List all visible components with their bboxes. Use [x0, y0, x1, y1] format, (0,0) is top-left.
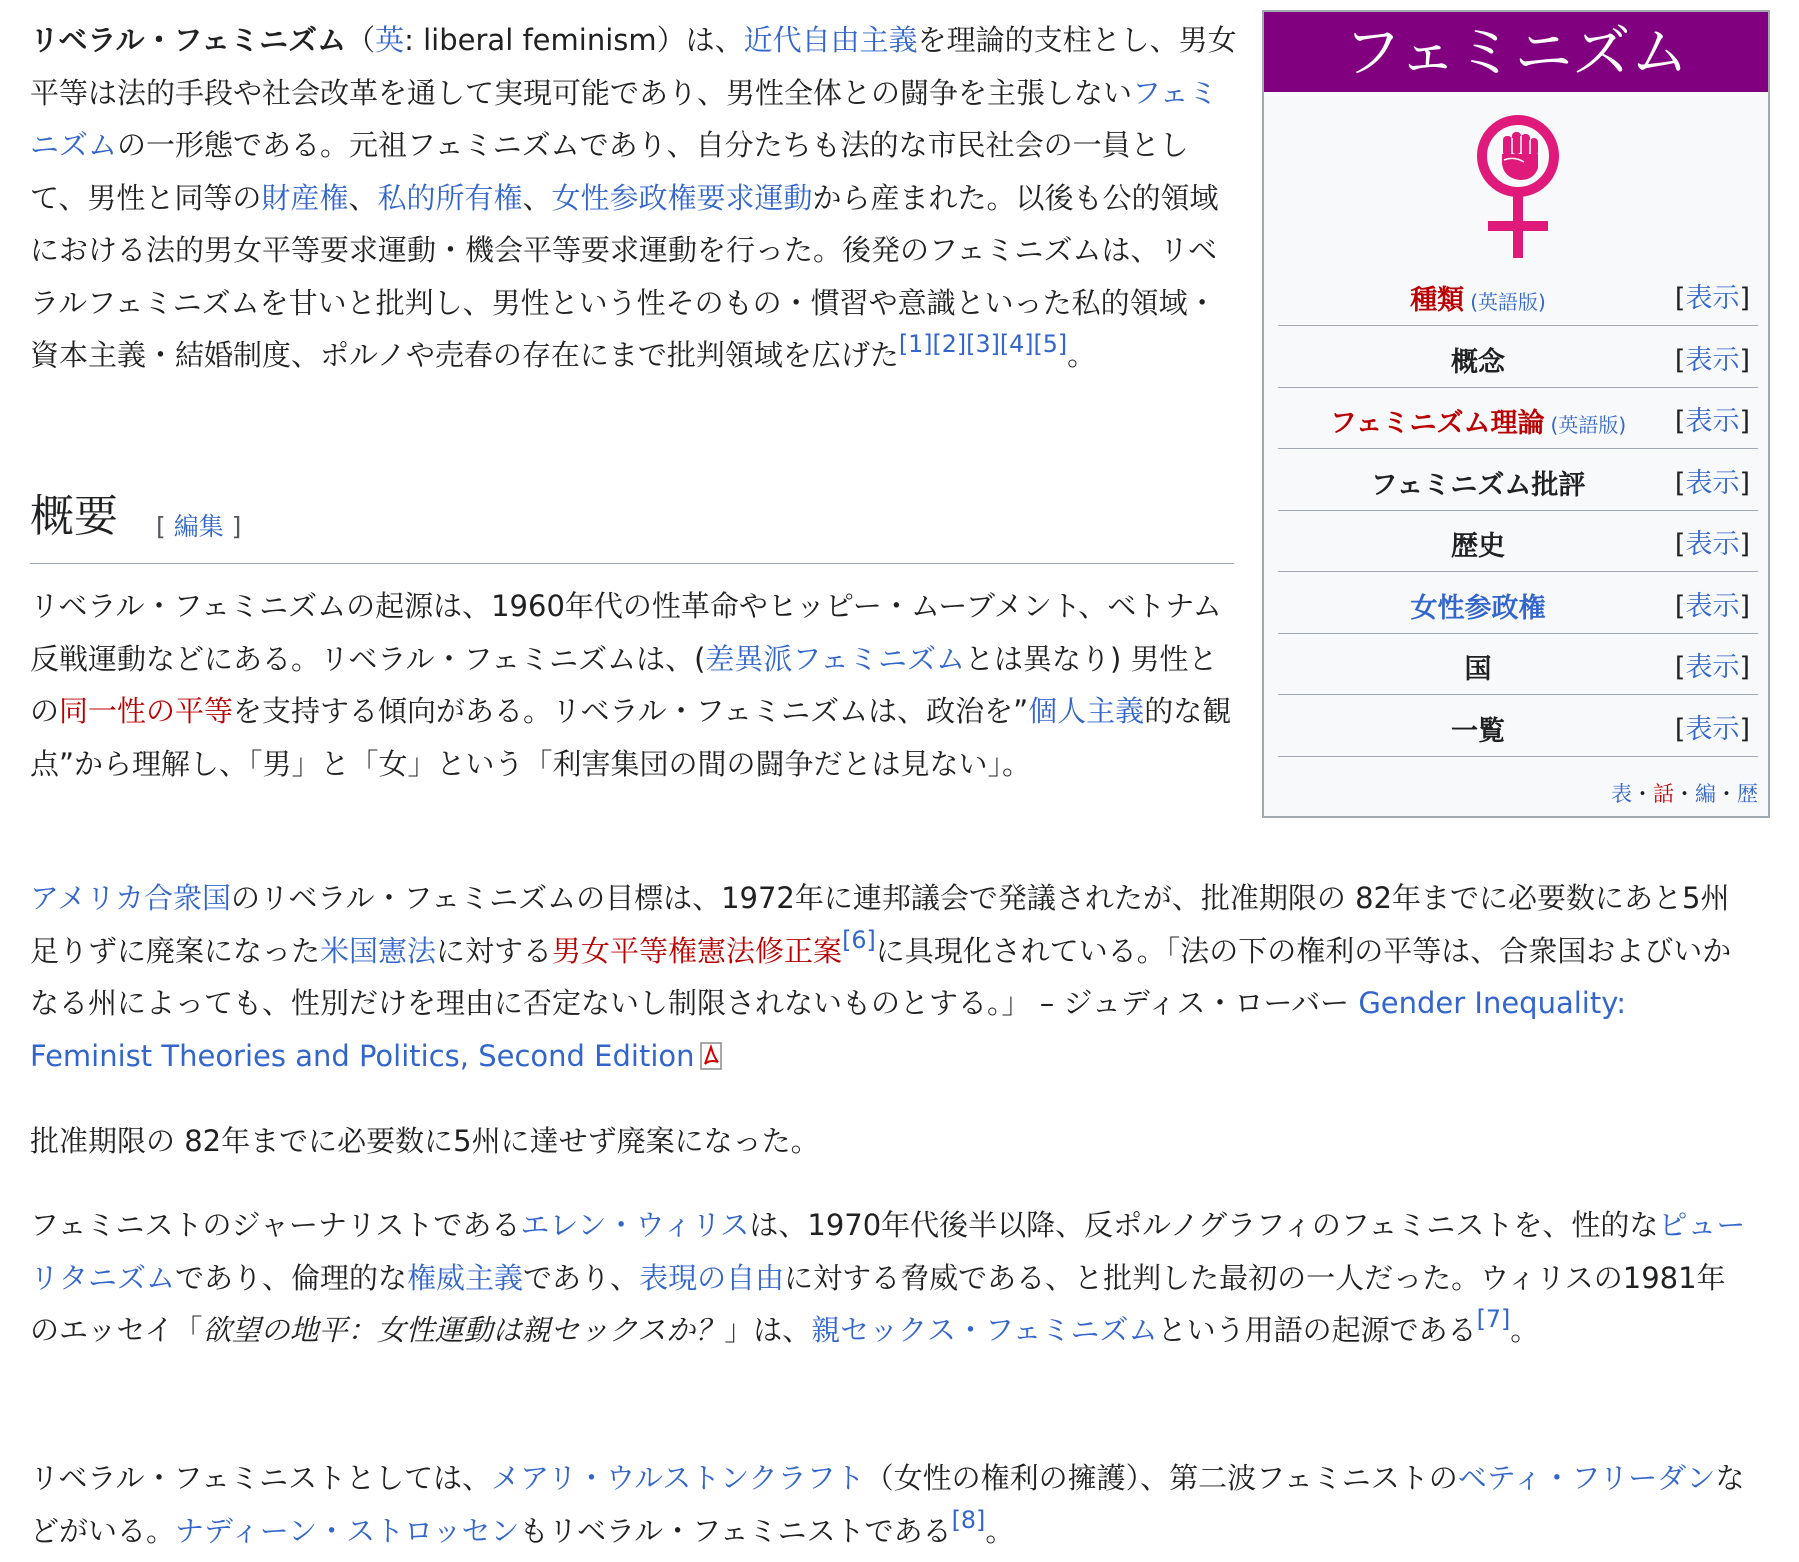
- infobox-title: フェミニズム: [1264, 12, 1768, 92]
- link-womens-suffrage-movement[interactable]: 女性参政権要求運動: [551, 180, 813, 215]
- reference-7[interactable]: [7]: [1476, 1304, 1511, 1333]
- navbar-history-link[interactable]: 歴: [1737, 782, 1758, 806]
- paragraph-liberal-feminists: リベラル・フェミニストとしては、メアリ・ウルストンクラフト（女性の権利の擁護）、第二波フェミニストのベティ・フリーダンなどがいる。ナディーン・ストロッセンもリベラル・フェミニストである[8]。: [30, 1461, 1745, 1548]
- link-equal-rights-amendment-redlink[interactable]: 男女平等権憲法修正案: [552, 933, 843, 968]
- link-betty-friedan[interactable]: ベティ・フリーダン: [1457, 1461, 1716, 1495]
- infobox-row: [1278, 264, 1758, 326]
- navbar-edit-link[interactable]: 編: [1695, 782, 1716, 806]
- infobox-row: [1278, 326, 1758, 388]
- infobox-row-title: 概念: [1451, 346, 1505, 378]
- link-individualism[interactable]: 個人主義: [1028, 694, 1145, 728]
- infobox-row-show-toggle[interactable]: [表示]: [1674, 344, 1750, 376]
- infobox-row-label: [1278, 524, 1678, 563]
- infobox-row-label: [1278, 463, 1678, 502]
- paragraph-origins: リベラル・フェミニズムの起源は、1960年代の性革命やヒッピー・ムーブメント、ベトナム反戦運動などにある。リベラル・フェミニズムは、(差異派フェミニズムとは異なり) 男性との同一性の平等を支持する傾向がある。リベラル・フェミニズムは、政治を”個人主義的な観点”から理解し、「男」と「女」という「利害集団の間の闘争だとは見ない」。: [30, 589, 1232, 781]
- infobox-row-show-toggle[interactable]: [表示]: [1674, 713, 1750, 745]
- link-ellen-willis[interactable]: エレン・ウィリス: [520, 1208, 750, 1242]
- infobox-row: [1278, 695, 1758, 757]
- edit-section-link[interactable]: 編集: [173, 512, 224, 541]
- link-freedom-of-expression[interactable]: 表現の自由: [639, 1260, 785, 1295]
- infobox-row: [1278, 572, 1758, 634]
- article-title: リベラル・フェミニズム: [30, 23, 347, 57]
- reference-8[interactable]: [8]: [951, 1505, 986, 1534]
- paragraph-ratification: 批准期限の 82年までに必要数に5州に達せず廃案になった。: [30, 1124, 820, 1158]
- infobox-row-label: [1278, 709, 1678, 748]
- paragraph-willis: フェミニストのジャーナリストであるエレン・ウィリスは、1970年代後半以降、反ポルノグラフィのフェミニストを、性的なピューリタニズムであり、倫理的な権威主義であり、表現の自由に対する脅威である、と批判した最初の一人だった。ウィリスの1981年のエッセイ「欲望の地平：女性運動は親セックスか？」は、親セックス・フェミニズムという用語の起源である[7]。: [30, 1208, 1746, 1347]
- infobox-row-title: フェミニズム批評: [1370, 469, 1586, 501]
- infobox-row-title[interactable]: 種類: [1410, 285, 1465, 316]
- link-sameness-equality-redlink[interactable]: 同一性の平等: [59, 694, 234, 728]
- link-modern-liberalism[interactable]: 近代自由主義: [743, 23, 918, 57]
- infobox-row-title[interactable]: フェミニズム理論: [1329, 408, 1545, 439]
- link-usa[interactable]: アメリカ合衆国: [30, 881, 231, 915]
- link-us-constitution[interactable]: 米国憲法: [320, 933, 437, 968]
- infobox-row-show-toggle[interactable]: [表示]: [1674, 406, 1750, 437]
- link-sex-positive-feminism[interactable]: 親セックス・フェミニズム: [811, 1313, 1158, 1347]
- link-english[interactable]: 英: [375, 23, 405, 57]
- infobox-row: [1278, 510, 1758, 572]
- link-gender-inequality-pdf[interactable]: Gender Inequality: Feminist Theories and Politics, Second Edition: [30, 986, 1627, 1073]
- infobox-row-title: 歴史: [1451, 531, 1505, 562]
- link-difference-feminism[interactable]: 差異派フェミニズム: [705, 641, 965, 676]
- section-heading-overview: [30, 483, 1234, 564]
- infobox-row-show-toggle[interactable]: [表示]: [1674, 652, 1750, 683]
- infobox-row-label[interactable]: [1278, 586, 1678, 625]
- infobox-row-show-toggle[interactable]: [表示]: [1674, 467, 1750, 499]
- edit-section-link-wrapper: [ 編集 ]: [156, 512, 242, 541]
- infobox-row: [1278, 633, 1758, 695]
- pdf-icon: [698, 1034, 724, 1062]
- infobox-row-title: 国: [1464, 654, 1492, 685]
- infobox-row: [1278, 449, 1758, 511]
- reference-6[interactable]: [6]: [842, 925, 876, 954]
- link-puritanism[interactable]: ピューリタニズム: [30, 1208, 1746, 1295]
- section-title: 概要: [30, 491, 118, 542]
- intro-paragraph: リベラル・フェミニズム（英: liberal feminism）は、近代自由主義を理論的支柱とし、男女平等は法的手段や社会改革を通して実現可能であり、男性全体との闘争を主張しないフェミニズムの一形態である。元祖フェミニズムであり、自分たちも法的な市民社会の一員として、男性と同等の財産権、私的所有権、女性参政権要求運動から産まれた。以後も公的領域における法的男女平等要求運動・機会平等要求運動を行った。後発のフェミニズムは、リベラルフェミニズムを甘いと批判し、男性という性そのもの・慣習や意識といった私的領域・資本主義・結婚制度、ポルノや売春の存在にまで批判領域を広げた[1][2][3][4][5]。: [30, 23, 1237, 372]
- infobox-row-lang-link[interactable]: (英語版): [1470, 290, 1546, 314]
- paragraph-us-goals: アメリカ合衆国のリベラル・フェミニズムの目標は、1972年に連邦議会で発議されたが、批准期限の 82年までに必要数にあと5州足りずに廃案になった米国憲法に対する男女平等権憲法修正案[6]に具現化されている。「法の下の権利の平等は、合衆国およびいかなる州によっても、性別だけを理由に否定ないし制限されないものとする。」 – ジュディス・ローバー Gender Inequality: Feminist Theories and Politics, Second Edition: [30, 881, 1732, 1073]
- infobox-row-label[interactable]: [1278, 401, 1678, 440]
- infobox-row-show-toggle[interactable]: [表示]: [1674, 529, 1750, 560]
- infobox-row-label[interactable]: [1278, 278, 1678, 317]
- navbar-talk-link[interactable]: 話: [1653, 782, 1674, 806]
- link-authoritarianism[interactable]: 権威主義: [407, 1260, 524, 1295]
- infobox-row-title: 一覧: [1451, 715, 1505, 747]
- infobox-row: [1278, 387, 1758, 449]
- infobox-row-label: [1278, 340, 1678, 379]
- navbar-view-link[interactable]: 表: [1611, 782, 1632, 806]
- infobox-row-label: [1278, 647, 1678, 686]
- essay-title: 欲望の地平：女性運動は親セックスか？: [202, 1313, 725, 1347]
- infobox-row-title[interactable]: 女性参政権: [1410, 592, 1546, 624]
- link-feminism[interactable]: フェミニズム: [30, 75, 1218, 162]
- feminism-infobox: [1262, 10, 1770, 818]
- infobox-row-show-toggle[interactable]: [表示]: [1674, 283, 1750, 314]
- link-mary-wollstonecraft[interactable]: メアリ・ウルストンクラフト: [491, 1461, 865, 1495]
- link-property-rights[interactable]: 財産権: [261, 180, 349, 215]
- references-1-5[interactable]: [1][2][3][4][5]: [898, 329, 1068, 358]
- feminism-fist-symbol-icon: [1474, 112, 1562, 262]
- infobox-row-lang-link[interactable]: (英語版): [1550, 413, 1627, 437]
- infobox-row-show-toggle[interactable]: [表示]: [1674, 590, 1750, 622]
- infobox-navbar: 表・話・編・歴: [1611, 782, 1758, 806]
- link-nadine-strossen[interactable]: ナディーン・ストロッセン: [175, 1513, 520, 1548]
- link-private-ownership[interactable]: 私的所有権: [377, 180, 523, 215]
